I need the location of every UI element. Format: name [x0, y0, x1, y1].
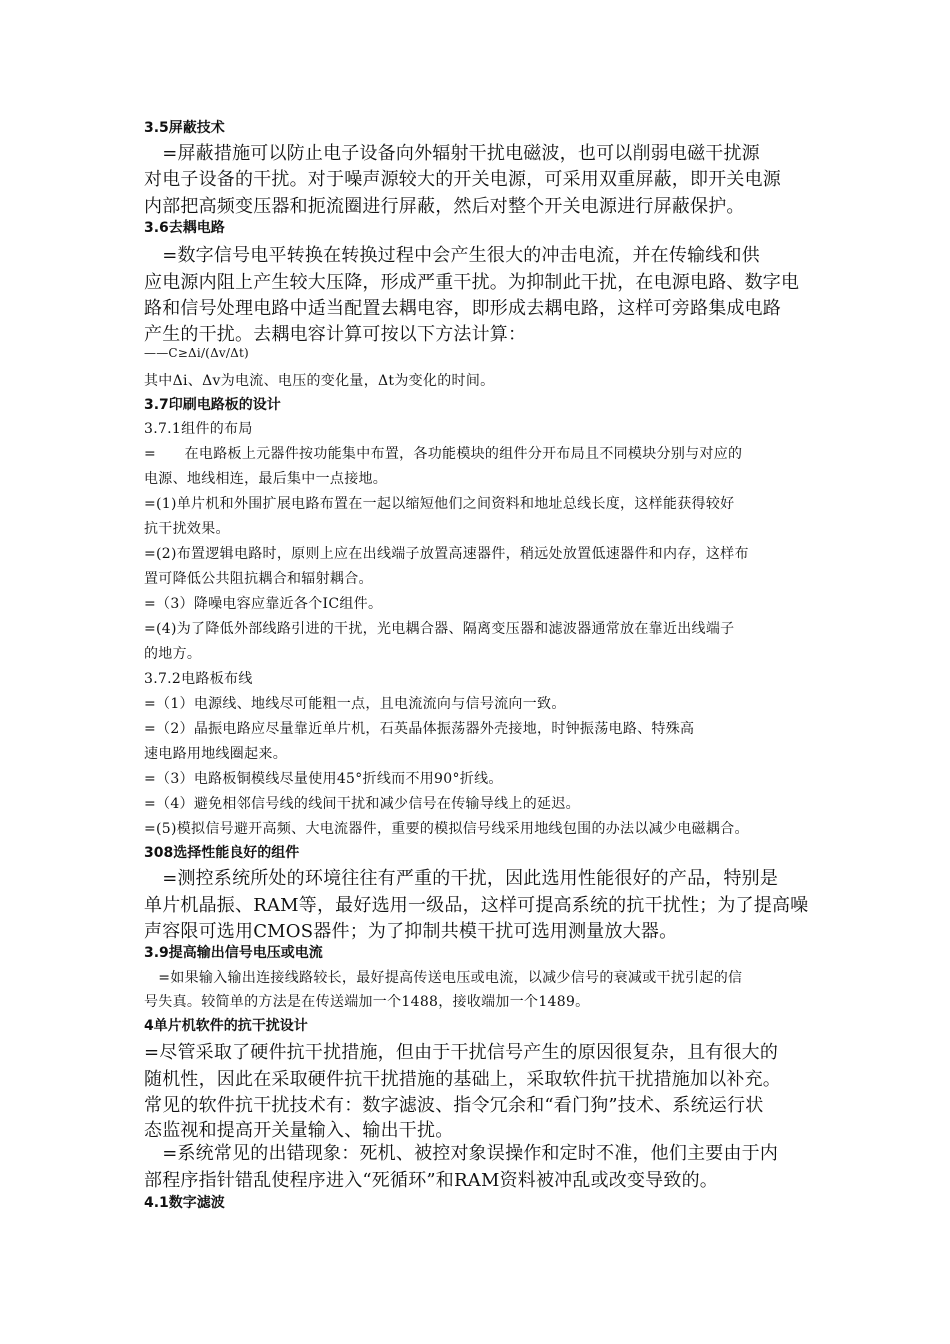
body-line: =屏蔽措施可以防止电子设备向外辐射干扰电磁波，也可以削弱电磁干扰源 — [144, 143, 760, 164]
body-line: =数字信号电平转换在转换过程中会产生很大的冲击电流，并在传输线和供 — [144, 245, 760, 266]
body-line: 内部把高频变压器和扼流圈进行屏蔽，然后对整个开关电源进行屏蔽保护。 — [144, 196, 745, 217]
text-line: 速电路用地线圈起来。 — [144, 746, 287, 762]
text-line: =(2)布置逻辑电路时，原则上应在出线端子放置高速器件，稍远处放置低速器件和内存，这样布 — [144, 546, 749, 562]
section-heading: 3.6去耦电路 — [144, 220, 225, 236]
text-line: 其中Δi、Δv为电流、电压的变化量，Δt为变化的时间。 — [144, 373, 495, 389]
text-line: 号失真。较简单的方法是在传送端加一个1488，接收端加一个1489。 — [144, 994, 590, 1010]
section-heading: 308选择性能良好的组件 — [144, 845, 300, 861]
section-heading: 4.1数字滤波 — [144, 1195, 225, 1211]
text-line: 抗干扰效果。 — [144, 521, 230, 537]
text-line: 的地方。 — [144, 646, 202, 662]
body-line: 态监视和提高开关量输入、输出干扰。 — [144, 1120, 454, 1141]
body-line: 对电子设备的干扰。对于噪声源较大的开关电源，可采用双重屏蔽，即开关电源 — [144, 169, 781, 190]
body-line: 部程序指针错乱使程序进入“死循环”和RAM资料被冲乱或改变导致的。 — [144, 1170, 718, 1191]
text-line: = 在电路板上元器件按功能集中布置，各功能模块的组件分开布局且不同模块分别与对应的 — [144, 446, 743, 462]
body-line: 声容限可选用CMOS器件；为了抑制共模干扰可选用测量放大器。 — [144, 921, 678, 942]
body-line: =系统常见的出错现象：死机、被控对象误操作和定时不准，他们主要由于内 — [144, 1143, 779, 1164]
body-line: 路和信号处理电路中适当配置去耦电容，即形成去耦电路，这样可旁路集成电路 — [144, 298, 781, 319]
section-heading: 3.7印刷电路板的设计 — [144, 397, 281, 413]
body-line: 常见的软件抗干扰技术有：数字滤波、指令冗余和“看门狗”技术、系统运行状 — [144, 1095, 764, 1116]
body-line: 单片机晶振、RAM等，最好选用一级品，这样可提高系统的抗干扰性；为了提高噪 — [144, 895, 809, 916]
body-line: =测控系统所处的环境往往有严重的干扰，因此选用性能很好的产品，特别是 — [144, 868, 779, 889]
text-line: =（1）电源线、地线尽可能粗一点，且电流流向与信号流向一致。 — [144, 696, 566, 712]
text-line: =(1)单片机和外围扩展电路布置在一起以缩短他们之间资料和地址总线长度，这样能获得较好 — [144, 496, 735, 512]
text-line: =（2）晶振电路应尽量靠近单片机，石英晶体振荡器外壳接地，时钟振荡电路、特殊高 — [144, 721, 695, 737]
text-line: =(5)模拟信号避开高频、大电流器件，重要的模拟信号线采用地线包围的办法以减少电磁耦合。 — [144, 821, 749, 837]
text-line: 3.7.2电路板布线 — [144, 671, 253, 687]
text-line: =（4）避免相邻信号线的线间干扰和减少信号在传输导线上的延迟。 — [144, 796, 580, 812]
body-line: 应电源内阻上产生较大压降，形成严重干扰。为抑制此干扰，在电源电路、数字电 — [144, 272, 800, 293]
formula-line: ——C≥Δi/(Δv/Δt) — [144, 346, 249, 360]
section-heading: 3.9提高输出信号电压或电流 — [144, 945, 323, 961]
text-line: 置可降低公共阻抗耦合和辐射耦合。 — [144, 571, 373, 587]
text-line: =如果输入输出连接线路较长，最好提高传送电压或电流，以减少信号的衰减或干扰引起的信 — [144, 970, 743, 986]
body-line: =尽管采取了硬件抗干扰措施，但由于干扰信号产生的原因很复杂，且有很大的 — [144, 1042, 779, 1063]
text-line: =（3）电路板铜模线尽量使用45°折线而不用90°折线。 — [144, 771, 503, 787]
text-line: 3.7.1组件的布局 — [144, 421, 253, 437]
text-line: 电源、地线相连，最后集中一点接地。 — [144, 471, 388, 487]
section-heading: 4单片机软件的抗干扰设计 — [144, 1018, 308, 1034]
section-heading: 3.5屏蔽技术 — [144, 120, 225, 136]
body-line: 产生的干扰。去耦电容计算可按以下方法计算： — [144, 324, 527, 345]
text-line: =（3）降噪电容应靠近各个IC组件。 — [144, 596, 383, 612]
text-line: =(4)为了降低外部线路引进的干扰，光电耦合器、隔离变压器和滤波器通常放在靠近出线端子 — [144, 621, 735, 637]
body-line: 随机性，因此在采取硬件抗干扰措施的基础上，采取软件抗干扰措施加以补充。 — [144, 1069, 781, 1090]
